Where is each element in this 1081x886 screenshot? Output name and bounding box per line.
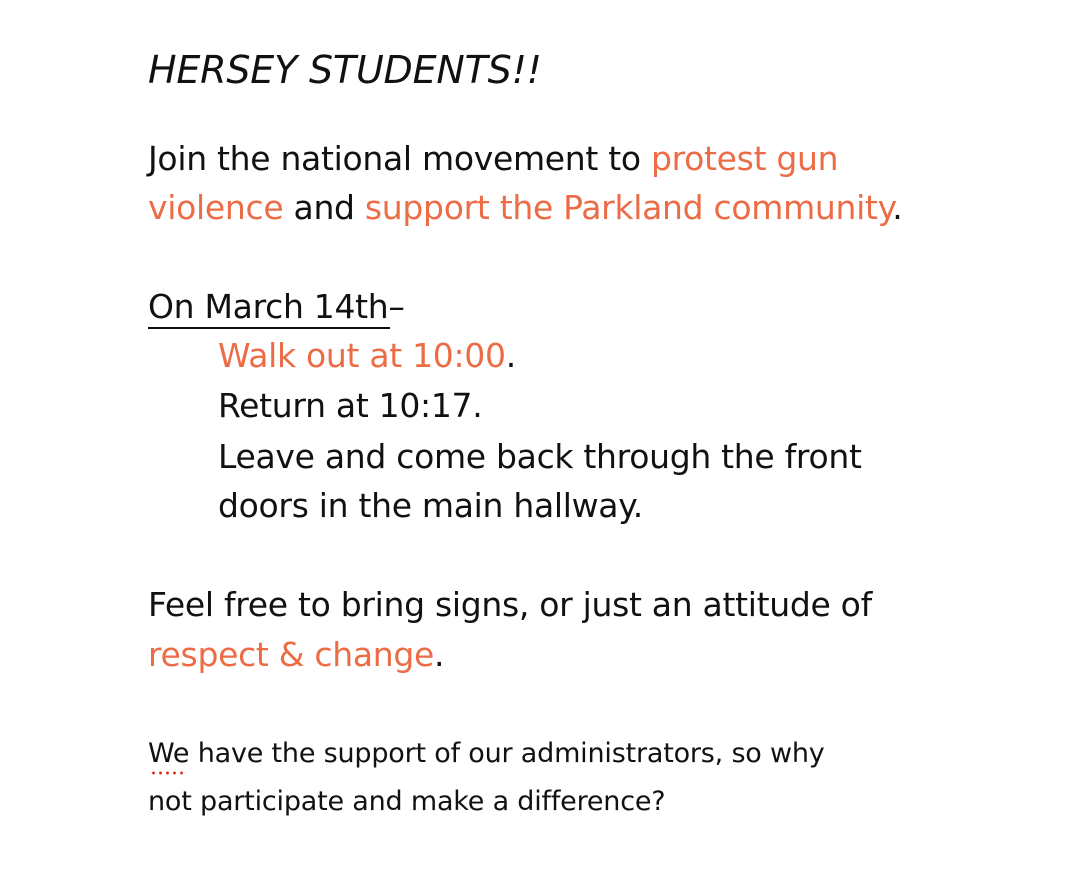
intro-line-1: [148, 139, 838, 179]
parkland-highlight: support the Parkland community: [364, 188, 893, 227]
date-label: [148, 287, 388, 327]
intro-text: Join the national movement to: [148, 139, 651, 178]
signs-line-2: [148, 635, 444, 675]
return-line: Return at 10:17.: [218, 386, 483, 425]
spellcheck-squiggle: [150, 771, 186, 775]
intro-line-2: [148, 188, 902, 228]
closing-first-word: We: [148, 738, 190, 769]
walkout-highlight: Walk out at 10:00: [218, 336, 506, 375]
closing-rest: have the support of our administrators, so why: [189, 738, 825, 769]
date-underline: [148, 327, 390, 329]
closing-line-1: [148, 737, 825, 771]
respect-change-highlight: respect & change: [148, 635, 435, 674]
date-line: [148, 287, 405, 327]
intro-period: .: [892, 188, 903, 227]
violence-highlight: violence: [148, 188, 284, 227]
walkout-period: .: [505, 336, 516, 375]
spellcheck-word: [148, 737, 189, 771]
date-dash: –: [388, 287, 405, 326]
signs-period: .: [434, 635, 445, 674]
leave-line-2: doors in the main hallway.: [218, 486, 643, 525]
protest-gun-highlight: protest gun: [650, 139, 839, 178]
intro-and-text: and: [283, 188, 365, 227]
closing-line-2: not participate and make a difference?: [148, 786, 666, 817]
signs-line-1: Feel free to bring signs, or just an attitude of: [148, 585, 872, 624]
walkout-line: [218, 336, 516, 376]
date-text: On March 14th: [148, 287, 389, 326]
leave-line-1: Leave and come back through the front: [218, 437, 862, 476]
flyer-title: HERSEY STUDENTS!!: [148, 48, 542, 92]
